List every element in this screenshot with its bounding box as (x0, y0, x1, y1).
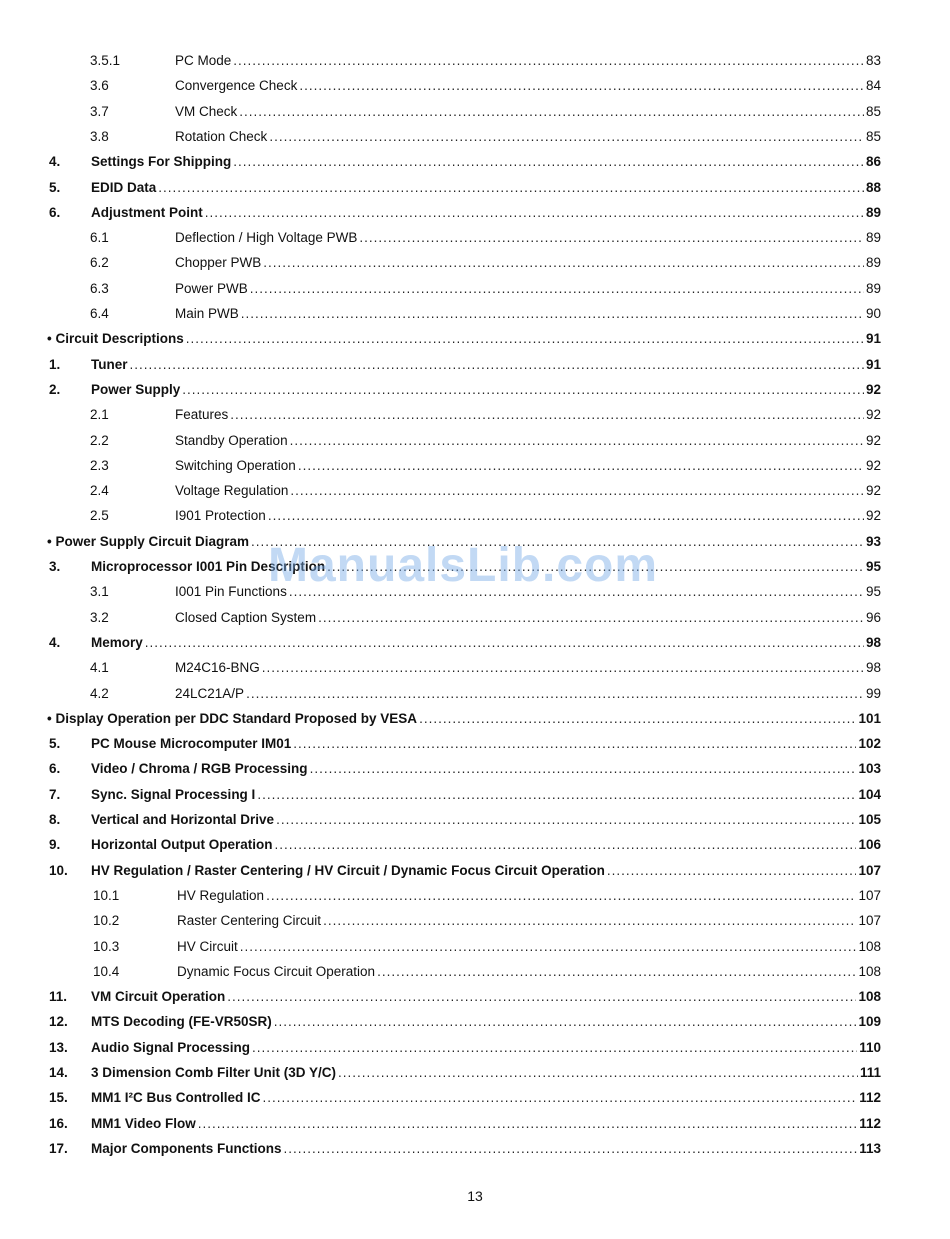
toc-entry (49, 1114, 881, 1134)
toc-entry-title: 24LC21A/P (175, 685, 245, 701)
toc-leader-dots (241, 304, 864, 324)
toc-entry-page: 92 (865, 508, 881, 524)
toc-entry (90, 608, 881, 628)
toc-entry-page: 92 (865, 381, 881, 397)
toc-entry-page: 107 (858, 913, 881, 929)
toc-entry-page: 113 (859, 1140, 881, 1156)
toc-entry-page: 105 (858, 812, 881, 827)
toc-entry-page: 108 (858, 989, 881, 1005)
toc-entry-page: 99 (865, 685, 881, 701)
toc-entry-title: HV Regulation (177, 887, 265, 903)
toc-entry-title: HV Regulation / Raster Centering / HV Circuit / Dynamic Focus Circuit Operation (91, 862, 605, 878)
toc-entry (47, 709, 881, 729)
toc-leader-dots (323, 911, 856, 931)
toc-entry-page: 112 (859, 1090, 881, 1106)
page-number: 13 (467, 1188, 483, 1204)
toc-entry-title: Major Components Functions (91, 1140, 282, 1156)
toc-entry-page: 86 (865, 154, 881, 170)
toc-entry-title: Settings For Shipping (91, 154, 232, 170)
toc-entry-number: 6.4 (90, 306, 109, 321)
toc-entry-title: • Circuit Descriptions (47, 331, 184, 347)
toc-entry-page: 92 (865, 457, 881, 473)
toc-entry-number: 6.1 (90, 230, 109, 246)
toc-entry-page: 93 (865, 533, 881, 549)
toc-entry (49, 1063, 881, 1083)
toc-entry-page: 107 (858, 887, 881, 903)
toc-entry-title: PC Mode (175, 53, 232, 68)
toc-entry (49, 861, 881, 881)
toc-entry-title: I001 Pin Functions (175, 584, 287, 600)
toc-entry-title: • Power Supply Circuit Diagram (47, 533, 250, 549)
toc-entry-number: 14. (49, 1065, 68, 1080)
toc-leader-dots (299, 76, 864, 96)
toc-leader-dots (310, 759, 857, 779)
toc-entry-page: 85 (865, 103, 881, 119)
toc-entry-page: 88 (865, 179, 881, 195)
toc-entry (90, 506, 881, 526)
toc-entry-number: 7. (49, 786, 61, 802)
toc-entry (49, 734, 881, 754)
toc-leader-dots (298, 456, 864, 476)
toc-entry-title: HV Circuit (177, 938, 238, 954)
toc-leader-dots (359, 228, 864, 248)
toc-leader-dots (263, 253, 864, 273)
toc-leader-dots (250, 279, 864, 299)
toc-entry-number: 2.2 (90, 432, 109, 448)
toc-entry-page: 83 (865, 53, 881, 68)
toc-entry (90, 253, 881, 273)
toc-entry (49, 835, 881, 855)
toc-leader-dots (182, 380, 864, 400)
toc-entry (49, 785, 881, 805)
toc-entry-title: 3 Dimension Comb Filter Unit (3D Y/C) (91, 1065, 337, 1080)
toc-leader-dots (284, 1139, 858, 1159)
toc-entry-page: 102 (858, 736, 881, 752)
toc-entry (49, 759, 881, 779)
toc-entry (90, 102, 881, 122)
toc-entry (90, 76, 881, 96)
toc-entry-page: 112 (859, 1115, 881, 1131)
toc-entry (90, 431, 881, 451)
toc-entry-title: Video / Chroma / RGB Processing (91, 761, 308, 777)
toc-entry-number: 16. (49, 1115, 68, 1131)
toc-entry-page: 108 (858, 963, 881, 979)
toc-entry-page: 106 (858, 837, 881, 853)
toc-entry (93, 911, 881, 931)
toc-entry (90, 456, 881, 476)
toc-entry-number: 6. (49, 761, 61, 777)
toc-entry-page: 84 (865, 78, 881, 94)
toc-leader-dots (266, 886, 856, 906)
toc-entry-title: Voltage Regulation (175, 483, 289, 499)
toc-entry-number: 6.3 (90, 280, 109, 296)
toc-entry-page: 92 (865, 432, 881, 448)
toc-entry (93, 886, 881, 906)
toc-entry-number: 2. (49, 381, 61, 397)
toc-entry (49, 633, 881, 653)
toc-entry-title: M24C16-BNG (175, 660, 260, 676)
toc-entry-number: 3.6 (90, 78, 109, 94)
toc-entry (49, 152, 881, 172)
toc-leader-dots (338, 1063, 858, 1083)
toc-entry (90, 582, 881, 602)
toc-entry-number: 11. (49, 989, 68, 1005)
toc-entry (90, 228, 881, 248)
toc-leader-dots (274, 1012, 857, 1032)
toc-entry-title: Dynamic Focus Circuit Operation (177, 963, 376, 979)
toc-entry-number: 4. (49, 634, 61, 650)
toc-entry-number: 8. (49, 812, 61, 827)
toc-entry-title: Vertical and Horizontal Drive (91, 812, 275, 827)
toc-leader-dots (240, 937, 857, 957)
toc-leader-dots (130, 355, 864, 375)
toc-leader-dots (198, 1114, 857, 1134)
toc-entry-title: Deflection / High Voltage PWB (175, 230, 358, 246)
toc-entry-page: 95 (865, 559, 881, 574)
toc-entry-number: 3.8 (90, 128, 109, 144)
toc-entry-title: VM Check (175, 103, 238, 119)
toc-entry (90, 405, 881, 425)
toc-entry-title: MTS Decoding (FE-VR50SR) (91, 1014, 272, 1030)
toc-entry-title: I901 Protection (175, 508, 266, 524)
toc-entry-number: 1. (49, 356, 61, 372)
toc-entry-page: 91 (865, 356, 881, 372)
toc-entry-page: 104 (858, 786, 881, 802)
toc-entry-title: EDID Data (91, 179, 157, 195)
toc-leader-dots (252, 1038, 857, 1058)
toc-leader-dots (233, 152, 864, 172)
toc-entry-page: 110 (859, 1039, 881, 1055)
toc-entry-number: 2.4 (90, 483, 109, 499)
toc-entry (49, 557, 881, 577)
toc-entry-title: Features (175, 407, 229, 423)
toc-entry-title: PC Mouse Microcomputer IM01 (91, 736, 292, 752)
toc-entry-number: 4. (49, 154, 61, 170)
toc-entry-number: 4.1 (90, 660, 109, 676)
toc-leader-dots (318, 608, 864, 628)
toc-entry-page: 101 (858, 710, 881, 726)
toc-entry-number: 4.2 (90, 685, 109, 701)
toc-entry-page: 89 (865, 280, 881, 296)
toc-entry-page: 89 (865, 204, 881, 220)
toc-entry-title: Sync. Signal Processing I (91, 786, 256, 802)
toc-entry-number: 2.5 (90, 508, 109, 524)
toc-entry-title: Power Supply (91, 381, 181, 397)
toc-entry-page: 95 (865, 584, 881, 600)
toc-entry-number: 2.1 (90, 407, 109, 423)
toc-entry-title: Chopper PWB (175, 255, 262, 271)
toc-entry (90, 304, 881, 324)
toc-leader-dots (377, 962, 856, 982)
toc-entry-number: 17. (49, 1140, 68, 1156)
toc-entry (49, 810, 881, 830)
toc-leader-dots (262, 658, 864, 678)
toc-leader-dots (607, 861, 857, 881)
toc-entry (90, 51, 881, 71)
toc-entry-title: Memory (91, 634, 143, 650)
toc-leader-dots (205, 203, 864, 223)
toc-entry (49, 1012, 881, 1032)
toc-entry-title: • Display Operation per DDC Standard Proposed by VESA (47, 710, 418, 726)
toc-entry (90, 279, 881, 299)
toc-entry (90, 481, 881, 501)
toc-entry-title: Closed Caption System (175, 609, 317, 625)
toc-entry (49, 380, 881, 400)
toc-entry-page: 108 (858, 938, 881, 954)
toc-entry (47, 329, 881, 349)
toc-entry-number: 10.4 (93, 963, 120, 979)
toc-leader-dots (289, 582, 864, 602)
toc-entry-page: 89 (865, 255, 881, 271)
watermark: ManualsLib.com (268, 539, 659, 592)
toc-entry-title: Switching Operation (175, 457, 296, 473)
toc-leader-dots (230, 405, 864, 425)
toc-leader-dots (186, 329, 864, 349)
toc-entry-title: Horizontal Output Operation (91, 837, 273, 853)
toc-entry-page: 89 (865, 230, 881, 246)
toc-entry-title: Adjustment Point (91, 204, 203, 220)
toc-entry-title: VM Circuit Operation (91, 989, 226, 1005)
toc-entry-number: 2.3 (90, 457, 109, 473)
toc-entry-title: Tuner (91, 356, 128, 372)
toc-entry-title: Main PWB (175, 306, 239, 321)
toc-entry-number: 3.2 (90, 609, 109, 625)
toc-leader-dots (268, 506, 864, 526)
toc-entry-page: 92 (865, 483, 881, 499)
toc-entry-number: 5. (49, 179, 61, 195)
toc-entry-title: Audio Signal Processing (91, 1039, 251, 1055)
toc-entry-page: 91 (865, 331, 881, 347)
toc-entry (90, 684, 881, 704)
toc-entry-title: Standby Operation (175, 432, 288, 448)
toc-entry-number: 10. (49, 862, 68, 878)
toc-entry (49, 987, 881, 1007)
toc-entry-page: 103 (858, 761, 881, 777)
toc-entry (49, 203, 881, 223)
toc-entry-title: Rotation Check (175, 128, 268, 144)
toc-leader-dots (275, 835, 857, 855)
toc-entry-page: 111 (859, 1065, 881, 1080)
toc-entry-page: 98 (865, 660, 881, 676)
toc-leader-dots (239, 102, 864, 122)
toc-leader-dots (263, 1088, 858, 1108)
toc-entry (90, 658, 881, 678)
toc-leader-dots (251, 532, 864, 552)
toc-entry (49, 355, 881, 375)
toc-leader-dots (327, 557, 864, 577)
toc-entry (49, 1088, 881, 1108)
toc-entry-number: 6. (49, 204, 61, 220)
toc-leader-dots (290, 481, 864, 501)
toc-entry-title: Power PWB (175, 280, 248, 296)
toc-entry-page: 109 (858, 1014, 881, 1030)
toc-entry-number: 3.7 (90, 103, 109, 119)
toc-entry-number: 3.1 (90, 584, 109, 600)
toc-entry-number: 5. (49, 736, 61, 752)
toc-leader-dots (145, 633, 864, 653)
toc-entry-number: 6.2 (90, 255, 109, 271)
toc-entry (93, 937, 881, 957)
toc-entry (49, 178, 881, 198)
toc-entry (47, 532, 881, 552)
toc-entry-title: Microprocessor I001 Pin Description (91, 559, 326, 574)
toc-entry (49, 1038, 881, 1058)
toc-entry-number: 12. (49, 1014, 68, 1030)
toc-entry-page: 90 (865, 306, 881, 321)
toc-entry-page: 107 (858, 862, 881, 878)
toc-entry-page: 85 (865, 128, 881, 144)
toc-entry-title: MM1 Video Flow (91, 1115, 196, 1131)
toc-entry (49, 1139, 881, 1159)
toc-entry-number: 15. (49, 1090, 68, 1106)
toc-entry-title: MM1 I²C Bus Controlled IC (91, 1090, 261, 1106)
toc-entry-number: 10.3 (93, 938, 120, 954)
toc-entry-number: 13. (49, 1039, 68, 1055)
toc-entry (93, 962, 881, 982)
toc-leader-dots (290, 431, 864, 451)
toc-leader-dots (233, 51, 864, 71)
toc-entry-number: 3. (49, 559, 61, 574)
toc-leader-dots (246, 684, 864, 704)
toc-entry (90, 127, 881, 147)
toc-leader-dots (276, 810, 856, 830)
toc-leader-dots (419, 709, 856, 729)
toc-entry-page: 96 (865, 609, 881, 625)
toc-entry-page: 92 (865, 407, 881, 423)
toc-entry-page: 98 (865, 634, 881, 650)
toc-entry-number: 10.1 (93, 887, 120, 903)
toc-entry-number: 10.2 (93, 913, 120, 929)
toc-leader-dots (269, 127, 864, 147)
toc-entry-title: Convergence Check (175, 78, 298, 94)
toc-entry-number: 3.5.1 (90, 53, 121, 68)
toc-leader-dots (158, 178, 864, 198)
toc-leader-dots (227, 987, 856, 1007)
toc-entry-number: 9. (49, 837, 61, 853)
toc-entry-title: Raster Centering Circuit (177, 913, 322, 929)
toc-leader-dots (293, 734, 856, 754)
toc-leader-dots (257, 785, 856, 805)
